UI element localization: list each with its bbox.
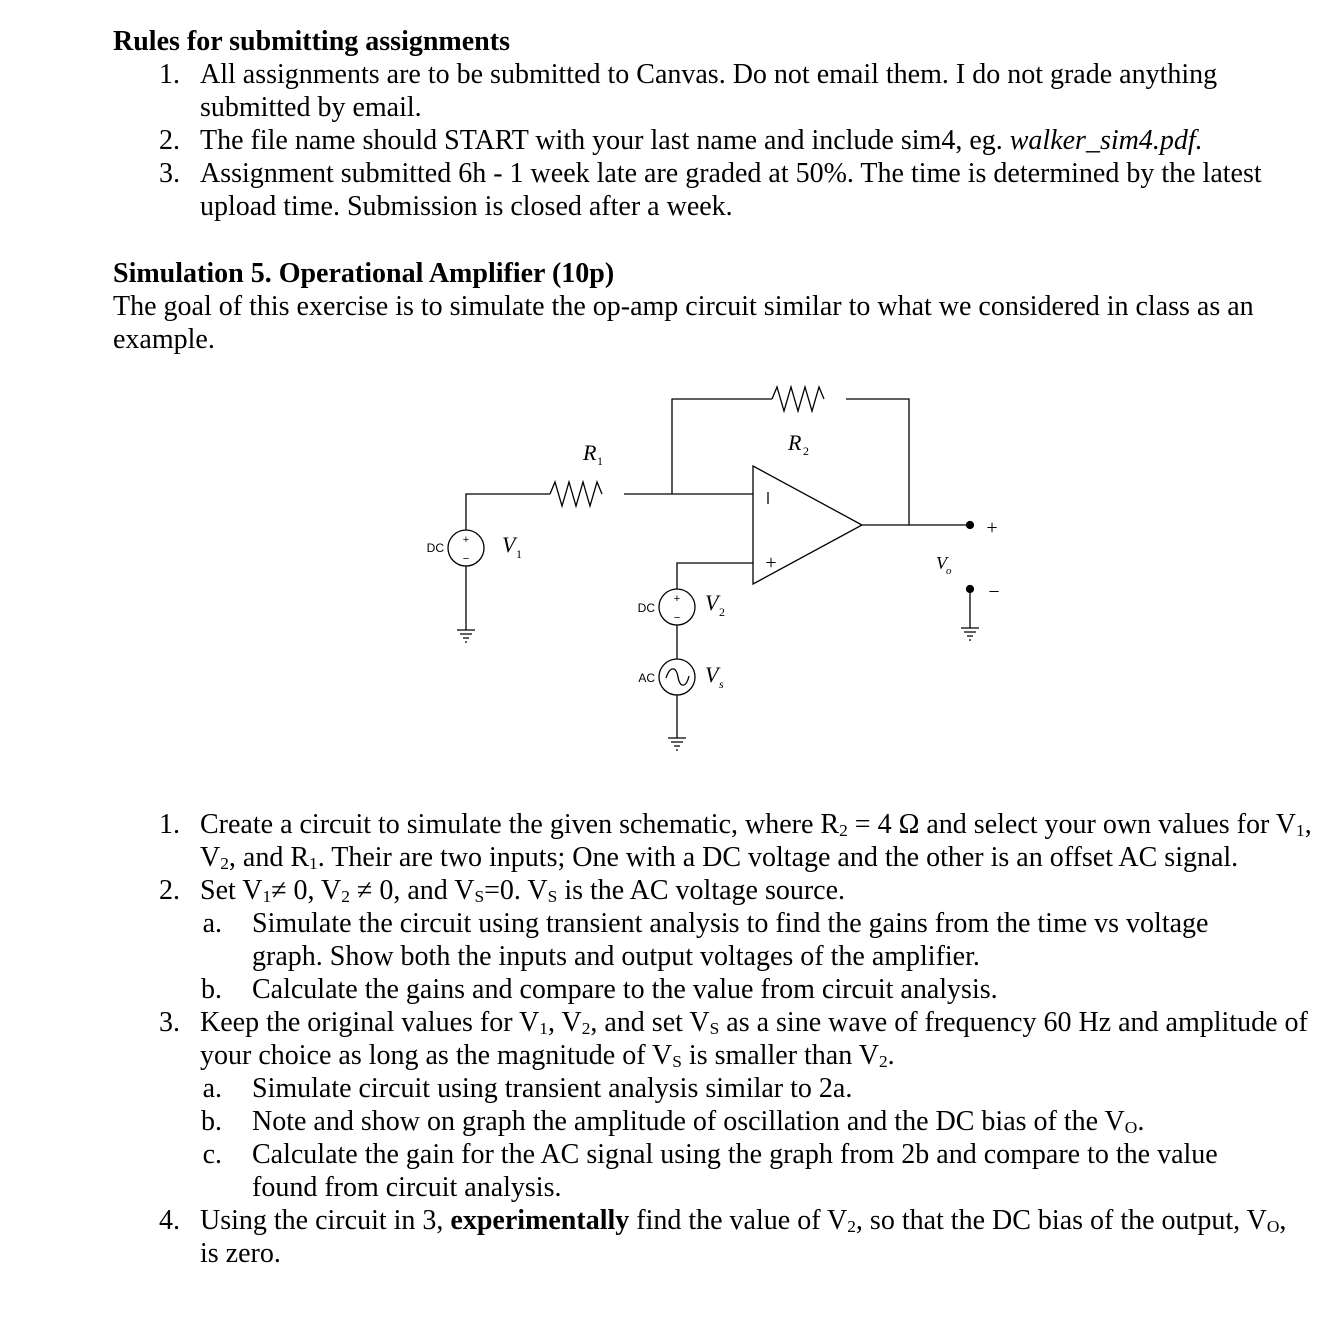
- r2-subscript: 2: [803, 444, 809, 458]
- r1-subscript: 1: [597, 454, 603, 468]
- subtask-letter: b.: [201, 1106, 222, 1137]
- subtask-letter: b.: [201, 974, 222, 1005]
- output-plus-label: +: [986, 517, 998, 539]
- output-minus-label: −: [988, 581, 1000, 603]
- feedback-wire-left: [672, 399, 772, 494]
- task-3: Keep the original values for $V_1$, $V_2$, and set $V_S$ as a sine wave of frequency 60 Hz and amplitude of your choice as long as the magnitude of $V_S$ is smaller than $V_2$.: [200, 1007, 1308, 1072]
- v2-plus-mark: +: [673, 593, 681, 605]
- dc-label-v2: DC: [637, 601, 655, 615]
- r1-label: R: [583, 440, 597, 465]
- v2-label: V: [705, 590, 719, 615]
- ac-label-vs: AC: [638, 671, 655, 685]
- op-amp-circuit-schematic: [400, 370, 1020, 760]
- dc-label-v1: DC: [426, 541, 444, 555]
- task-3b: Note and show on graph the amplitude of oscillation and the DC bias of the $V_O$.: [252, 1106, 1145, 1138]
- example-filename: walker_sim4.pdf.: [1009, 125, 1203, 156]
- v1-minus-mark: −: [462, 553, 470, 565]
- vs-subscript: s: [719, 677, 724, 691]
- vo-subscript: o: [946, 565, 952, 577]
- task-number: 3.: [159, 1007, 180, 1038]
- subtask-letter: a.: [202, 908, 222, 939]
- rule-item: All assignments are to be submitted to Canvas. Do not email them. I do not grade anything submitted by email.: [200, 59, 1218, 123]
- task-number: 1.: [159, 809, 180, 840]
- task-number: 4.: [159, 1205, 180, 1236]
- task-1: Create a circuit to simulate the given schematic, where $R_2 = 4$ Ω and select your own values for $V_1$, $V_2$, and $R_1$. Their are two inputs; One with a DC voltage and the other is an offset AC signal.: [200, 809, 1312, 874]
- vo-label: V: [936, 553, 947, 573]
- resistor-r1-symbol: [550, 482, 602, 506]
- rule-number: 3.: [159, 158, 180, 189]
- task-3a: Simulate circuit using transient analysis similar to 2a.: [252, 1073, 853, 1104]
- rule-number: 1.: [159, 59, 180, 90]
- ground-icon: [457, 630, 475, 642]
- ac-source-vs-icon: [659, 659, 695, 695]
- feedback-wire-right: [846, 399, 909, 525]
- task-2b: Calculate the gains and compare to the value from circuit analysis.: [252, 974, 998, 1005]
- v2-subscript: 2: [719, 605, 725, 619]
- r2-label: R: [788, 430, 802, 455]
- task-2a: Simulate the circuit using transient analysis to find the gains from the time vs voltage graph. Show both the inputs and output voltages of the amplifier.: [252, 908, 1209, 972]
- subtask-letter: c.: [202, 1139, 222, 1170]
- rules-heading: Rules for submitting assignments: [113, 26, 510, 57]
- task-2: Set $V_1\ne 0$, $V_2 \ne 0$, and $V_S=0$. $V_S$ is the AC voltage source.: [200, 875, 846, 907]
- task-number: 2.: [159, 875, 180, 906]
- noninverting-input-wire: [677, 563, 753, 589]
- task-4: Using the circuit in 3, experimentally find the value of $V_2$, so that the DC bias of the output, $V_O$, is zero.: [200, 1205, 1287, 1269]
- task-3c: Calculate the gain for the AC signal using the graph from 2b and compare to the value found from circuit analysis.: [252, 1139, 1218, 1203]
- v1-plus-mark: +: [462, 534, 470, 546]
- ground-icon: [668, 738, 686, 750]
- simulation-heading: Simulation 5. Operational Amplifier (10p): [113, 258, 615, 289]
- rule-item: Assignment submitted 6h - 1 week late are graded at 50%. The time is determined by the latest upload time. Submission is closed after a week.: [200, 158, 1262, 222]
- input-wire-v1: [466, 494, 550, 530]
- rule-number: 2.: [159, 125, 180, 156]
- vs-label: V: [705, 662, 719, 687]
- noninverting-plus-mark: +: [765, 552, 777, 574]
- v2-minus-mark: −: [673, 612, 681, 624]
- simulation-intro: The goal of this exercise is to simulate the op-amp circuit similar to what we considered in class as an example.: [113, 291, 1254, 355]
- v1-subscript: 1: [516, 547, 522, 561]
- ground-icon: [961, 628, 979, 640]
- resistor-r2-symbol: [772, 387, 824, 411]
- v1-label: V: [502, 532, 516, 557]
- sine-wave-icon: [666, 669, 689, 685]
- output-terminal-plus: [967, 522, 974, 529]
- rule-item: The file name should START with your last name and include sim4, eg. walker_sim4.pdf.: [200, 125, 1203, 156]
- subtask-letter: a.: [202, 1073, 222, 1104]
